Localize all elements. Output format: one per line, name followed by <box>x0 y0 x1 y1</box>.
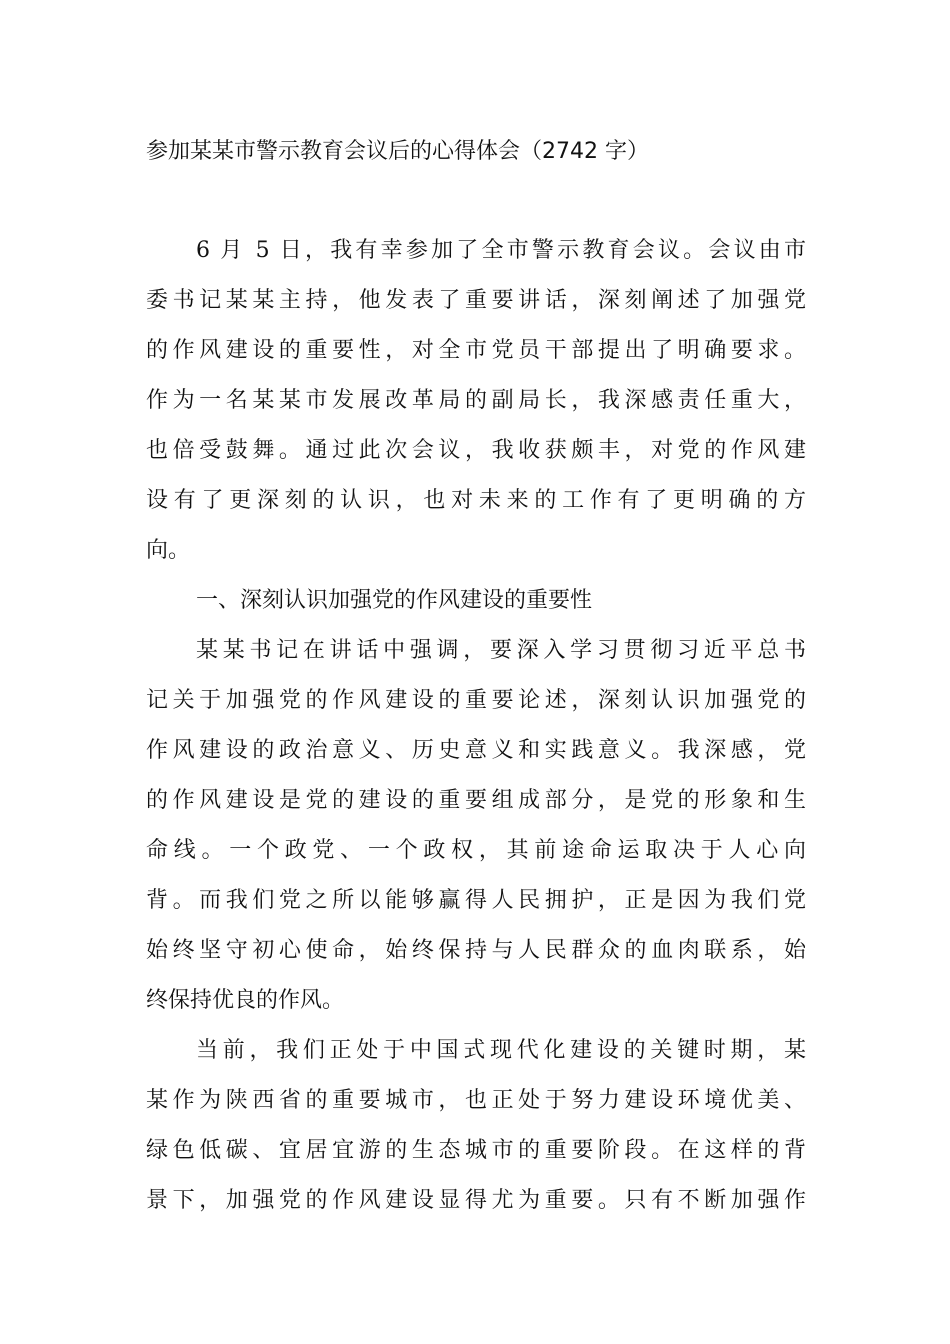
document-title: 参加某某市警示教育会议后的心得体会（2742 字） <box>146 139 649 164</box>
paragraph-line: 终保持优良的作风。 <box>146 988 345 1013</box>
section-heading: 一、深刻认识加强党的作风建设的重要性 <box>196 588 593 613</box>
paragraph-line: 当前，我们正处于中国式现代化建设的关键时期，某 <box>196 1038 806 1063</box>
paragraph-line: 命线。一个政党、一个政权，其前途命运取决于人心向 <box>146 838 806 863</box>
paragraph-line: 背。而我们党之所以能够赢得人民拥护，正是因为我们党 <box>146 888 806 913</box>
paragraph-line: 绿色低碳、宜居宜游的生态城市的重要阶段。在这样的背 <box>146 1138 806 1163</box>
paragraph-line: 向。 <box>146 538 191 563</box>
paragraph-line: 作为一名某某市发展改革局的副局长，我深感责任重大， <box>146 388 806 413</box>
paragraph-line: 景下，加强党的作风建设显得尤为重要。只有不断加强作 <box>146 1188 806 1213</box>
paragraph-line: 某作为陕西省的重要城市，也正处于努力建设环境优美、 <box>146 1088 806 1113</box>
paragraph-line: 设有了更深刻的认识，也对未来的工作有了更明确的方 <box>146 488 806 513</box>
paragraph-line: 委书记某某主持，他发表了重要讲话，深刻阐述了加强党 <box>146 288 806 313</box>
paragraph-line: 作风建设的政治意义、历史意义和实践意义。我深感，党 <box>146 738 806 763</box>
paragraph-line: 记关于加强党的作风建设的重要论述，深刻认识加强党的 <box>146 688 806 713</box>
paragraph-line: 6 月 5 日，我有幸参加了全市警示教育会议。会议由市 <box>196 238 806 263</box>
paragraph-line: 某某书记在讲话中强调，要深入学习贯彻习近平总书 <box>196 638 806 663</box>
paragraph-line: 的作风建设是党的建设的重要组成部分，是党的形象和生 <box>146 788 806 813</box>
paragraph-line: 也倍受鼓舞。通过此次会议，我收获颇丰，对党的作风建 <box>146 438 806 463</box>
paragraph-line: 始终坚守初心使命，始终保持与人民群众的血肉联系，始 <box>146 938 806 963</box>
paragraph-line: 的作风建设的重要性，对全市党员干部提出了明确要求。 <box>146 338 806 363</box>
